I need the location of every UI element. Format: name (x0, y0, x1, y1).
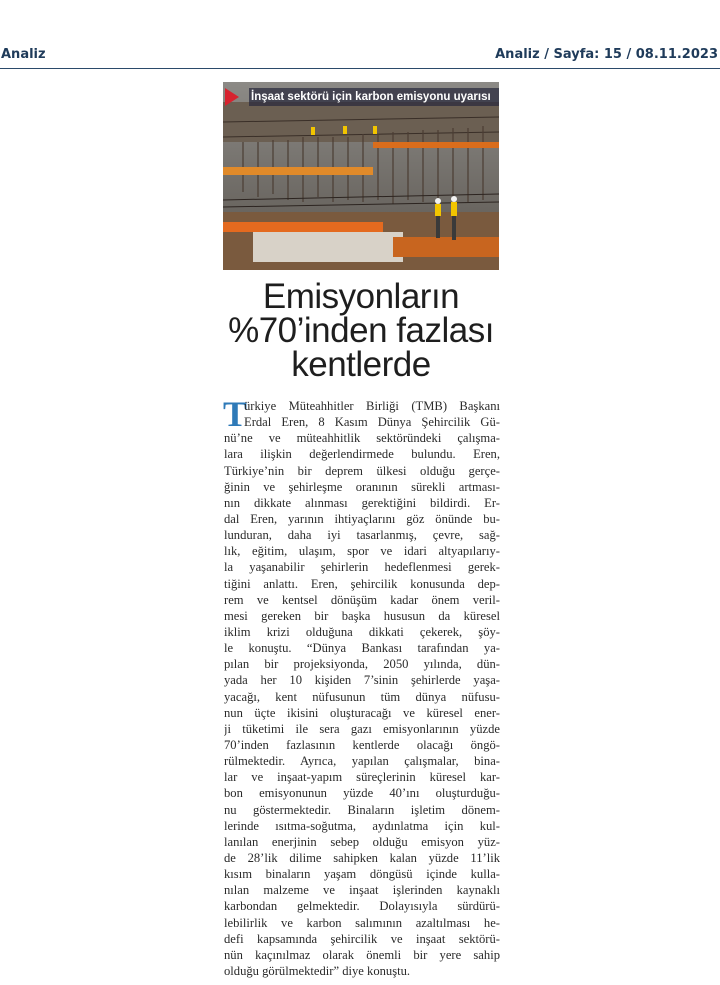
article-line: mesi gereken bir başka hususun da küresel (224, 608, 500, 623)
article-line: yacağı, kent nüfusunun tüm dünya nüfusu- (224, 689, 500, 704)
article-line: nün kaçınılmaz olarak önemli bir yere sahip (224, 947, 500, 962)
article-line: de 28’lik dilime sahipken kalan yüzde 11’lik (224, 850, 500, 865)
article-line: dal Eren, yarının ihtiyaçlarını göz önünde bu- (224, 511, 500, 526)
article-line: lerinde ısıtma-soğutma, aydınlatma için kul- (224, 818, 500, 833)
article-line: nü’ne ve müteahhitlik sektöründeki çalışma- (224, 431, 500, 446)
article-line: rülmektedir. Ayrıca, yapılan çalışmalar, bina- (224, 754, 500, 769)
article-line: nılan malzeme ve inşaat işlerinden kaynaklı (224, 883, 500, 898)
article-line: lar ve inşaat-yapım süreçlerinin küresel kar- (224, 770, 500, 785)
article-line: lebilirlik ve karbon salımının azaltılması he- (224, 915, 500, 930)
article-line: 70’inden fazlasının kentlerde olacağı öngö- (224, 737, 500, 752)
article-line: rem ve kentsel dönüşüm kadar önem veril- (224, 592, 500, 607)
page-meta: Analiz / Sayfa: 15 / 08.11.2023 (495, 47, 718, 62)
article-headline (223, 277, 499, 384)
page-header (0, 0, 720, 70)
headline-line: %70’inden fazlası (228, 311, 494, 350)
article-line: nın dikkate alınması gerektiğini bildirdi. Er- (224, 495, 500, 510)
article-line: olduğu görülmektedir” diye konuştu. (224, 963, 411, 978)
photo-kicker (223, 86, 499, 106)
kicker-text: İnşaat sektörü için karbon emisyonu uyarısı (249, 88, 499, 106)
article-line: nu göstermektedir. Binaların işletim dönem- (224, 802, 500, 817)
article-line: karbondan gelmektedir. Dolayısıyla sürdürü- (224, 899, 500, 914)
article-line: lanılan enerjinin sebep olduğu emisyon yüz- (224, 834, 500, 849)
article-line: Erdal Eren, 8 Kasım Dünya Şehircilik Gü- (244, 415, 500, 430)
article-line: pılan bir projeksiyonda, 2050 yılında, dün- (224, 657, 500, 672)
construction-site-image (223, 82, 499, 270)
article-line: kısım binaların yaşam döngüsü içinde kulla- (224, 867, 500, 882)
article-line: lunduran, daha iyi tasarlanmış, çevre, sağ- (224, 528, 500, 543)
headline-line: kentlerde (291, 345, 431, 384)
section-label: Analiz (1, 47, 46, 62)
article-line: lık, eğitim, ulaşım, spor ve idari altyapılarıy- (224, 544, 500, 559)
article-line: ğinin ve şehirleşme oranının sürekli artması- (224, 479, 500, 494)
article-body (223, 394, 500, 979)
headline-line: Emisyonların (262, 277, 460, 316)
article-line: yada her 10 kişiden 7’sinin şehirlerde yaşa- (224, 673, 500, 688)
article-line: ürkiye Müteahhitler Birliği (TMB) Başkanı (244, 399, 500, 413)
drop-cap: T (223, 394, 248, 434)
article-line: iklim krizi olduğuna dikkati çekerek, şöy- (224, 624, 500, 639)
article-line: Türkiye’nin bir deprem ülkesi olduğu gerçe- (224, 463, 500, 478)
article-line: nun üçte ikisini oluşturacağı ve küresel ener- (224, 705, 500, 720)
header-divider (0, 68, 720, 69)
article-line: tiğini anlattı. Eren, şehircilik konusunda dep- (224, 576, 500, 591)
article-line: defi kapsamında şehircilik ve inşaat sektörü- (224, 931, 500, 946)
article-line: bon emisyonunun yüzde 40’ını oluşturduğu- (224, 786, 500, 801)
article-line: lara ilişkin değerlendirmede bulundu. Eren, (224, 447, 500, 462)
article-line: le konuştu. “Dünya Bankası tarafından ya- (224, 641, 500, 656)
article-line: la yaşanabilir şehirlerin hedeflenmesi gerek- (224, 560, 500, 575)
article-line: ji tüketimi ile sera gazı emisyonlarının yüzde (224, 721, 500, 736)
kicker-arrow-icon (225, 88, 239, 106)
article-photo (223, 82, 499, 270)
